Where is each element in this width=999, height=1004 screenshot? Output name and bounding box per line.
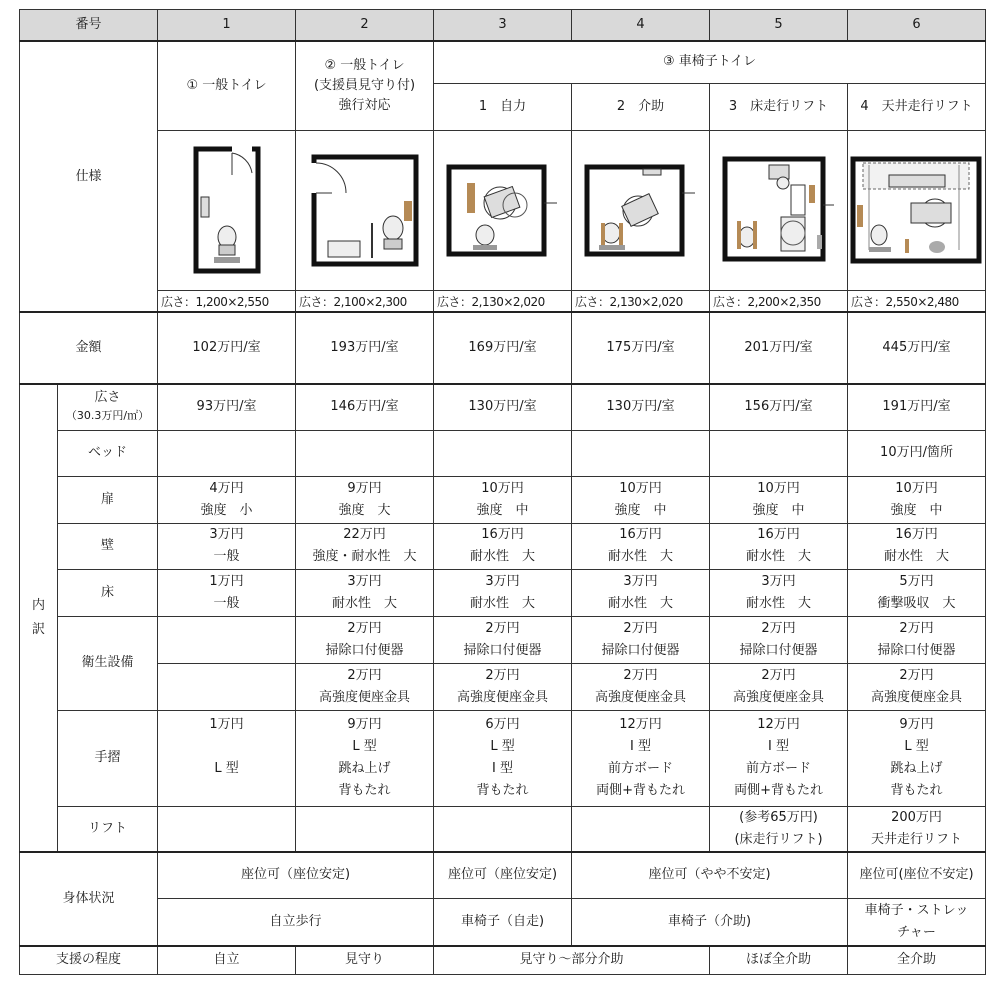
sanitary-a-4: 2万円 掃除口付便器	[572, 616, 710, 663]
handrail-5: 12万円 I 型 前方ボード 両側+背もたれ	[710, 710, 848, 806]
breakdown-bed-label: ベッド	[58, 430, 158, 476]
bed-6: 10万円/箇所	[848, 430, 986, 476]
body-row1-a: 座位可（座位安定)	[158, 852, 434, 898]
floor-2: 3万円 耐水性 大	[296, 569, 434, 616]
lift-5: (参考65万円) (床走行リフト)	[710, 806, 848, 852]
spec-sub-1: 1 自力	[434, 83, 572, 130]
wall-1: 3万円 一般	[158, 523, 296, 569]
lift-1	[158, 806, 296, 852]
cost-table	[19, 9, 986, 975]
lift-6: 200万円 天井走行リフト	[848, 806, 986, 852]
bed-2	[296, 430, 434, 476]
sanitary-a-6: 2万円 掃除口付便器	[848, 616, 986, 663]
lift-2	[296, 806, 434, 852]
spec-area-1: 広さ：1,200×2,550	[158, 290, 296, 312]
handrail-6: 9万円 L 型 跳ね上げ 背もたれ	[848, 710, 986, 806]
breakdown-width-label: 広さ （30.3万円/㎡）	[58, 384, 158, 430]
door-3: 10万円 強度 中	[434, 476, 572, 523]
floorplan-6	[848, 130, 986, 290]
handrail-3: 6万円 L 型 I 型 背もたれ	[434, 710, 572, 806]
support-2: 見守り	[296, 946, 434, 974]
floor-3: 3万円 耐水性 大	[434, 569, 572, 616]
body-row1-d: 座位可(座位不安定)	[848, 852, 986, 898]
sanitary-b-4: 2万円 高強度便座金具	[572, 663, 710, 710]
handrail-4: 12万円 I 型 前方ボード 両側+背もたれ	[572, 710, 710, 806]
lift-4	[572, 806, 710, 852]
floorplan-3	[434, 130, 572, 290]
price-1: 102万円/室	[158, 312, 296, 384]
header-label: 番号	[20, 10, 158, 42]
wall-2: 22万円 強度・耐水性 大	[296, 523, 434, 569]
breakdown-sanitary-label: 衛生設備	[58, 616, 158, 710]
floorplan-2	[296, 130, 434, 290]
body-row2-d: 車椅子・ストレッ チャー	[848, 898, 986, 946]
spec-area-2: 広さ：2,100×2,300	[296, 290, 434, 312]
width-5: 156万円/室	[710, 384, 848, 430]
width-4: 130万円/室	[572, 384, 710, 430]
floorplan-1	[158, 130, 296, 290]
support-label: 支援の程度	[20, 946, 158, 974]
breakdown-door-label: 扉	[58, 476, 158, 523]
width-6: 191万円/室	[848, 384, 986, 430]
body-row2-c: 車椅子（介助)	[572, 898, 848, 946]
door-6: 10万円 強度 中	[848, 476, 986, 523]
support-1: 自立	[158, 946, 296, 974]
price-2: 193万円/室	[296, 312, 434, 384]
sanitary-a-3: 2万円 掃除口付便器	[434, 616, 572, 663]
floor-6: 5万円 衝撃吸収 大	[848, 569, 986, 616]
price-5: 201万円/室	[710, 312, 848, 384]
sanitary-b-1	[158, 663, 296, 710]
bed-4	[572, 430, 710, 476]
wall-4: 16万円 耐水性 大	[572, 523, 710, 569]
door-1: 4万円 強度 小	[158, 476, 296, 523]
lift-3	[434, 806, 572, 852]
header-col-5: 5	[710, 10, 848, 42]
header-col-3: 3	[434, 10, 572, 42]
body-row1-b: 座位可（座位安定)	[434, 852, 572, 898]
floor-1: 1万円 一般	[158, 569, 296, 616]
door-2: 9万円 強度 大	[296, 476, 434, 523]
breakdown-floor-label: 床	[58, 569, 158, 616]
header-col-1: 1	[158, 10, 296, 42]
body-row2-b: 車椅子（自走)	[434, 898, 572, 946]
body-row2-a: 自立歩行	[158, 898, 434, 946]
sanitary-a-5: 2万円 掃除口付便器	[710, 616, 848, 663]
bed-5	[710, 430, 848, 476]
support-4: ほぼ全介助	[710, 946, 848, 974]
spec-col2-title: ② 一般トイレ (支援員見守り付) 強行対応	[296, 41, 434, 130]
support-5: 全介助	[848, 946, 986, 974]
spec-wheelchair-title: ③ 車椅子トイレ	[434, 41, 986, 83]
width-2: 146万円/室	[296, 384, 434, 430]
width-3: 130万円/室	[434, 384, 572, 430]
width-1: 93万円/室	[158, 384, 296, 430]
door-5: 10万円 強度 中	[710, 476, 848, 523]
body-row1-c: 座位可（やや不安定)	[572, 852, 848, 898]
wall-3: 16万円 耐水性 大	[434, 523, 572, 569]
floor-4: 3万円 耐水性 大	[572, 569, 710, 616]
price-label: 金額	[20, 312, 158, 384]
header-col-6: 6	[848, 10, 986, 42]
spec-area-6: 広さ：2,550×2,480	[848, 290, 986, 312]
spec-sub-3: 3 床走行リフト	[710, 83, 848, 130]
header-row	[20, 10, 986, 42]
sanitary-b-3: 2万円 高強度便座金具	[434, 663, 572, 710]
floorplan-4	[572, 130, 710, 290]
handrail-2: 9万円 L 型 跳ね上げ 背もたれ	[296, 710, 434, 806]
bed-3	[434, 430, 572, 476]
sanitary-b-6: 2万円 高強度便座金具	[848, 663, 986, 710]
spec-area-4: 広さ：2,130×2,020	[572, 290, 710, 312]
wall-5: 16万円 耐水性 大	[710, 523, 848, 569]
sanitary-a-2: 2万円 掃除口付便器	[296, 616, 434, 663]
door-4: 10万円 強度 中	[572, 476, 710, 523]
support-3: 見守り～部分介助	[434, 946, 710, 974]
breakdown-handrail-label: 手摺	[58, 710, 158, 806]
body-condition-label: 身体状況	[20, 852, 158, 946]
spec-sub-2: 2 介助	[572, 83, 710, 130]
spec-label: 仕様	[20, 41, 158, 312]
floorplan-5	[710, 130, 848, 290]
breakdown-lift-label: リフト	[58, 806, 158, 852]
spec-area-3: 広さ：2,130×2,020	[434, 290, 572, 312]
spec-col1-title: ① 一般トイレ	[158, 41, 296, 130]
bed-1	[158, 430, 296, 476]
handrail-1: 1万円 L 型	[158, 710, 296, 806]
price-6: 445万円/室	[848, 312, 986, 384]
floor-5: 3万円 耐水性 大	[710, 569, 848, 616]
sanitary-b-2: 2万円 高強度便座金具	[296, 663, 434, 710]
wall-6: 16万円 耐水性 大	[848, 523, 986, 569]
price-3: 169万円/室	[434, 312, 572, 384]
sanitary-a-1	[158, 616, 296, 663]
spec-area-5: 広さ：2,200×2,350	[710, 290, 848, 312]
breakdown-wall-label: 壁	[58, 523, 158, 569]
header-col-2: 2	[296, 10, 434, 42]
header-col-4: 4	[572, 10, 710, 42]
sanitary-b-5: 2万円 高強度便座金具	[710, 663, 848, 710]
breakdown-label: 内 訳	[20, 384, 58, 852]
price-4: 175万円/室	[572, 312, 710, 384]
spec-sub-4: 4 天井走行リフト	[848, 83, 986, 130]
